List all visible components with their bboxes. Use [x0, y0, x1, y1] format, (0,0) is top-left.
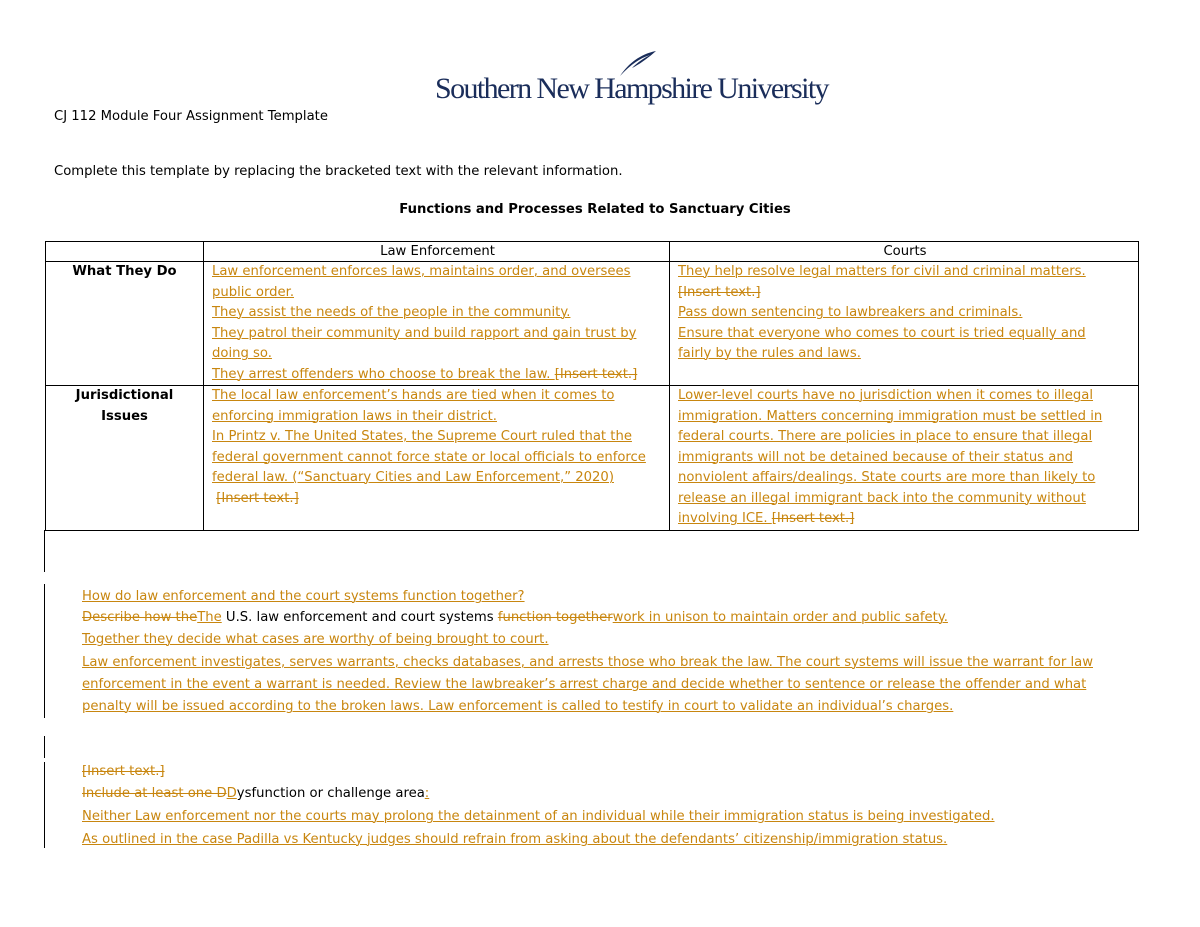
change-bar — [44, 530, 45, 572]
instructions-text: Complete this template by replacing the bracketed text with the relevant information. — [54, 164, 623, 179]
cell-line: release an illegal immigrant back into the community without — [678, 490, 1086, 506]
cell-line: They patrol their community and build rapport and gain trust by — [212, 325, 637, 341]
inserted-text: : — [424, 786, 430, 801]
cell-line: federal law. (“Sanctuary Cities and Law Enforcement,” 2020) — [212, 470, 614, 485]
cell-line: federal government cannot force state or local officials to enforce — [212, 449, 646, 465]
cell-line: immigration. Matters concerning immigration must be settled in — [678, 408, 1103, 424]
university-logo — [435, 66, 828, 106]
cell-line: They help resolve legal matters for civil and criminal matters. — [678, 264, 1086, 279]
course-title: CJ 112 Module Four Assignment Template — [54, 109, 328, 124]
cell-line: Pass down sentencing to lawbreakers and criminals. — [678, 305, 1023, 320]
body-line — [82, 696, 953, 717]
inserted-text: They arrest offenders who choose to break the law. — [212, 366, 555, 382]
inserted-text: work in unison to maintain order and public safety. — [612, 610, 948, 625]
cell-line: The local law enforcement’s hands are tied when it comes to — [212, 388, 615, 403]
header-cell-empty — [46, 242, 204, 262]
plain-text: ysfunction or challenge area — [236, 786, 425, 801]
body-line: As outlined in the case Padilla vs Kentucky judges should refrain from asking about the defendants’ citizenship/immigration status. — [82, 832, 948, 847]
cell-line: They assist the needs of the people in the community. — [212, 305, 571, 320]
functions-table — [45, 241, 1139, 531]
deleted-placeholder: [Insert text.] — [771, 511, 855, 526]
table-header-row — [46, 242, 1139, 262]
table-title: Functions and Processes Related to Sanctuary Cities — [399, 202, 791, 217]
cell-line: Law enforcement enforces laws, maintains order, and oversees — [212, 264, 631, 279]
deleted-placeholder: [Insert text.] — [554, 366, 638, 382]
cell-line — [212, 489, 663, 510]
inserted-text: involving ICE. — [678, 511, 772, 526]
inserted-text: penalty will be issued according to the broken laws. Law enforcement is called to testify in court to validate an individual’s charges. — [82, 699, 954, 714]
inserted-text: D — [226, 786, 237, 801]
logo-wordmark: Southern New Hampshire University — [435, 72, 828, 105]
cell-line: fairly by the rules and laws. — [678, 346, 861, 361]
body-line — [82, 806, 995, 827]
feather-icon — [618, 50, 658, 78]
deleted-text: function together — [497, 610, 613, 625]
cell-line: public order. — [212, 284, 295, 300]
deleted-text: Describe how the — [82, 610, 198, 625]
cell-line: federal courts. There are policies in place to ensure that illegal — [678, 429, 1093, 444]
cell-line — [678, 509, 1132, 530]
cell-line — [212, 365, 663, 386]
cell-line: In Printz v. The United States, the Supreme Court ruled that the — [212, 429, 632, 444]
table-row-jurisdictional-issues — [46, 386, 1139, 531]
cell-line: doing so. — [212, 346, 272, 361]
body-line: Law enforcement investigates, serves warrants, checks databases, and arrests those who break the law. The court systems will issue the warrant for law — [82, 655, 1093, 670]
change-bar — [44, 762, 45, 848]
cell-line: Lower-level courts have no jurisdiction when it comes to illegal — [678, 388, 1094, 403]
plain-text: U.S. law enforcement and court systems — [221, 610, 498, 625]
inserted-text: The — [197, 610, 222, 625]
cell-line: nonviolent affairs/dealings. State courts are more than likely to — [678, 470, 1096, 485]
inserted-text: Neither Law enforcement nor the courts may prolong the detainment of an individual while their immigration status is being investigated. — [82, 809, 995, 824]
body-line: enforcement in the event a warrant is needed. Review the lawbreaker’s arrest charge and decide whether to sentence or release the offender and what — [82, 677, 1087, 692]
header-courts: Courts — [670, 242, 1139, 262]
question-heading: How do law enforcement and the court systems function together? — [82, 589, 525, 604]
deleted-placeholder: [Insert text.] — [678, 284, 761, 300]
cell-line: enforcing immigration laws in their district. — [212, 408, 497, 424]
body-line — [82, 607, 948, 628]
deleted-text: Include at least one D — [82, 786, 227, 801]
cell-line: immigrants will not be detained because of their status and — [678, 449, 1074, 465]
deleted-placeholder: [Insert text.] — [216, 490, 299, 506]
cell-law-jurisdictional[interactable] — [204, 386, 670, 531]
row-label-jurisdictional-issues: Jurisdictional Issues — [46, 386, 204, 531]
cell-courts-jurisdictional[interactable] — [670, 386, 1139, 531]
table-row-what-they-do — [46, 262, 1139, 386]
row-label-what-they-do: What They Do — [46, 262, 204, 386]
header-law-enforcement: Law Enforcement — [204, 242, 670, 262]
deleted-placeholder: [Insert text.] — [82, 764, 165, 779]
cell-line: Ensure that everyone who comes to court is tried equally and — [678, 325, 1086, 341]
body-line — [82, 783, 429, 804]
cell-courts-what-they-do[interactable] — [670, 262, 1139, 386]
cell-law-what-they-do[interactable] — [204, 262, 670, 386]
change-bar — [44, 584, 45, 718]
change-bar — [44, 736, 45, 758]
body-line: Together they decide what cases are worthy of being brought to court. — [82, 632, 549, 647]
